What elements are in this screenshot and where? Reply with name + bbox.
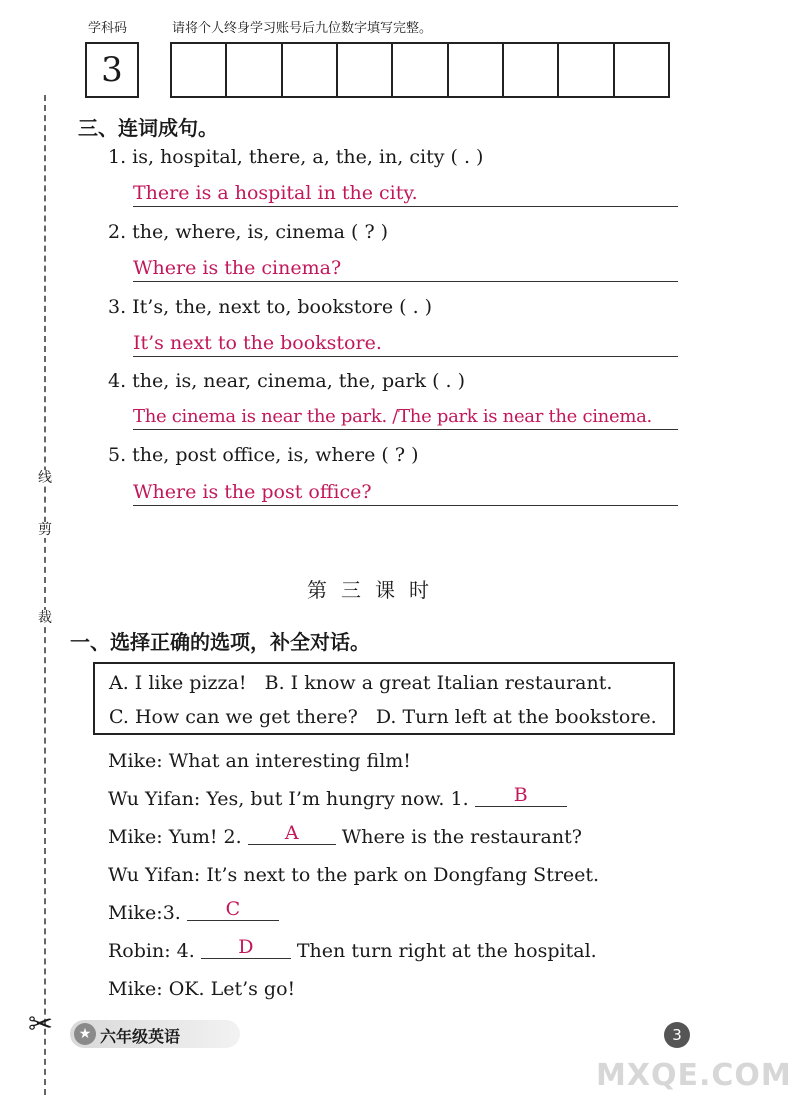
digit-box[interactable] xyxy=(615,44,668,96)
digit-box[interactable] xyxy=(172,44,227,96)
cut-line-char: 剪 xyxy=(38,522,52,538)
dialogue-text: Then turn right at the hospital. xyxy=(290,940,597,962)
dialogue-text: Robin: 4. xyxy=(108,940,201,962)
answer-blank-2[interactable]: A xyxy=(248,822,336,845)
dialogue-line-7 xyxy=(108,978,295,1000)
digit-box[interactable] xyxy=(393,44,448,96)
answer-4: The cinema is near the park. /The park is near the cinema. xyxy=(133,406,678,430)
section1-heading: 一、选择正确的选项，补全对话。 xyxy=(70,630,370,654)
subject-code-box: 3 xyxy=(85,42,139,98)
scissors-icon: ✂ xyxy=(28,1007,54,1042)
book-label: 六年级英语 xyxy=(100,1027,181,1046)
dialogue-text: Wu Yifan: It’s next to the park on Dongfang Street. xyxy=(108,864,600,886)
dialogue-text: Mike:3. xyxy=(108,902,187,924)
dialogue-line-6 xyxy=(108,936,597,963)
page-number: 3 xyxy=(664,1022,690,1048)
question-1: 1. is, hospital, there, a, the, in, city ( . ) xyxy=(108,146,484,168)
digit-box[interactable] xyxy=(504,44,559,96)
answer-1: There is a hospital in the city. xyxy=(133,182,678,207)
question-2: 2. the, where, is, cinema ( ? ) xyxy=(108,221,389,243)
digit-box[interactable] xyxy=(338,44,393,96)
account-instruction: 请将个人终身学习账号后九位数字填写完整。 xyxy=(172,21,433,36)
digit-box[interactable] xyxy=(559,44,614,96)
dialogue-text: Mike: What an interesting film! xyxy=(108,750,411,772)
dialogue-line-5 xyxy=(108,898,279,925)
options-line-2: C. How can we get there? D. Turn left at the bookstore. xyxy=(109,706,657,728)
digit-box[interactable] xyxy=(227,44,282,96)
cut-line-char: 线 xyxy=(38,470,52,486)
answer-blank-4[interactable]: D xyxy=(201,936,291,959)
cut-line-char: 裁 xyxy=(38,610,52,626)
answer-5: Where is the post office? xyxy=(133,481,678,506)
question-3: 3. It’s, the, next to, bookstore ( . ) xyxy=(108,296,433,318)
dialogue-line-1 xyxy=(108,750,411,772)
dialogue-line-2 xyxy=(108,784,567,811)
dialogue-text: Mike: OK. Let’s go! xyxy=(108,978,296,1000)
answer-3: It’s next to the bookstore. xyxy=(133,332,678,357)
options-box xyxy=(93,662,675,735)
subject-code-label: 学科码 xyxy=(88,21,128,36)
watermark: MXQE.COM xyxy=(596,1058,792,1093)
star-icon: ★ xyxy=(74,1023,96,1045)
answer-2: Where is the cinema? xyxy=(133,257,678,282)
answer-blank-3[interactable]: C xyxy=(187,898,279,921)
lesson-title: 第三课时 xyxy=(307,578,443,602)
answer-blank-1[interactable]: B xyxy=(475,784,567,807)
dialogue-text: Wu Yifan: Yes, but I’m hungry now. 1. xyxy=(108,788,475,810)
dialogue-line-4 xyxy=(108,864,599,886)
section3-heading: 三、连词成句。 xyxy=(78,116,218,140)
question-4: 4. the, is, near, cinema, the, park ( . ) xyxy=(108,370,466,392)
dialogue-line-3 xyxy=(108,822,582,849)
dialogue-text: Mike: Yum! 2. xyxy=(108,826,248,848)
options-line-1: A. I like pizza! B. I know a great Italian restaurant. xyxy=(109,672,613,694)
question-5: 5. the, post office, is, where ( ? ) xyxy=(108,444,419,466)
account-digit-boxes[interactable] xyxy=(170,42,670,98)
digit-box[interactable] xyxy=(283,44,338,96)
dialogue-text: Where is the restaurant? xyxy=(335,826,582,848)
digit-box[interactable] xyxy=(449,44,504,96)
